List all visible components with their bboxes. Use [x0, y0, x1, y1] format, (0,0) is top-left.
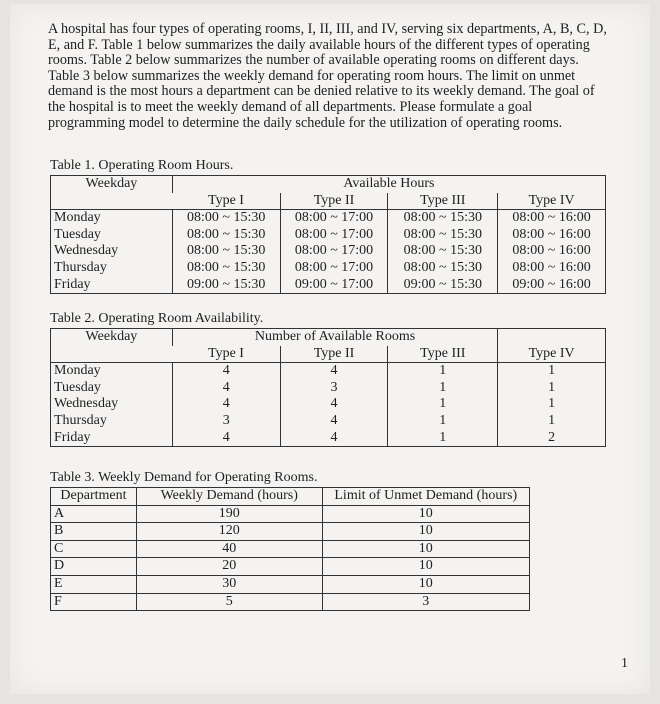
count-cell: 4 — [172, 430, 280, 447]
table-row — [51, 540, 530, 558]
table2-available-rooms-header: Number of Available Rooms — [172, 329, 497, 346]
limit-cell: 10 — [322, 540, 530, 558]
count-cell: 4 — [280, 396, 388, 413]
department-cell: E — [51, 575, 137, 593]
table3-header-row — [51, 488, 530, 506]
hours-cell: 09:00 ~ 17:00 — [280, 277, 388, 294]
table-row — [51, 380, 606, 397]
limit-cell: 10 — [322, 575, 530, 593]
demand-cell: 120 — [136, 523, 322, 541]
hours-cell: 09:00 ~ 15:30 — [388, 277, 498, 294]
department-cell: C — [51, 540, 137, 558]
table-row — [51, 523, 530, 541]
count-cell: 1 — [498, 396, 606, 413]
hours-cell: 08:00 ~ 15:30 — [172, 260, 280, 277]
weekday-cell: Wednesday — [54, 243, 119, 259]
weekday-cell: Monday — [54, 363, 101, 379]
count-cell: 4 — [280, 363, 388, 380]
count-cell: 1 — [498, 363, 606, 380]
weekday-cell: Friday — [54, 429, 91, 445]
count-cell: 1 — [498, 413, 606, 430]
weekly-demand-header: Weekly Demand (hours) — [136, 488, 322, 506]
table-row — [51, 277, 606, 294]
hours-cell: 08:00 ~ 16:00 — [498, 243, 606, 260]
unmet-limit-header: Limit of Unmet Demand (hours) — [322, 488, 530, 506]
demand-cell: 20 — [136, 558, 322, 576]
limit-cell: 10 — [322, 558, 530, 576]
table1-caption: Table 1. Operating Room Hours. — [50, 158, 234, 173]
hours-cell: 08:00 ~ 17:00 — [280, 227, 388, 244]
count-cell: 1 — [388, 396, 498, 413]
document-page — [10, 4, 650, 694]
operating-room-hours-table — [50, 175, 606, 294]
demand-cell: 190 — [136, 505, 322, 523]
table2-header-blank — [498, 329, 606, 346]
department-cell: D — [51, 558, 137, 576]
weekday-cell: Wednesday — [54, 396, 119, 412]
count-cell: 1 — [388, 363, 498, 380]
count-cell: 1 — [498, 380, 606, 397]
table2-type-header: Type IV — [498, 346, 606, 363]
hours-cell: 08:00 ~ 15:30 — [388, 227, 498, 244]
table2-type-header: Type II — [280, 346, 388, 363]
weekday-cell: Tuesday — [54, 379, 101, 395]
count-cell: 4 — [172, 396, 280, 413]
department-cell: B — [51, 523, 137, 541]
table-row — [51, 243, 606, 260]
hours-cell: 08:00 ~ 17:00 — [280, 243, 388, 260]
table1-weekday-header: Weekday — [51, 176, 173, 210]
table-row — [51, 260, 606, 277]
table-row — [51, 413, 606, 430]
department-cell: F — [54, 593, 62, 609]
table-row — [51, 396, 606, 413]
problem-statement: A hospital has four types of operating rooms, I, II, III, and IV, serving six departments, A, B, C, D, E, and F. Table 1 below summarizes the daily available hours of the different types of operating rooms. Table 2 below summarizes the number of available operating rooms on different days. Table 3 below summarizes the weekly demand for operating room hours. The limit on unmet demand is the most hours a department can be denied relative to its weekly demand. The goal of the hospital is to meet the weekly demand of all departments. Please formulate a goal programming model to determine the daily schedule for the utilization of operating rooms. — [48, 21, 607, 131]
demand-cell: 30 — [136, 575, 322, 593]
count-cell: 2 — [498, 430, 606, 447]
table3-caption: Table 3. Weekly Demand for Operating Rooms. — [50, 470, 318, 485]
weekday-cell: Thursday — [54, 412, 107, 428]
hours-cell: 08:00 ~ 15:30 — [172, 210, 280, 227]
hours-cell: 09:00 ~ 15:30 — [172, 277, 280, 294]
hours-cell: 08:00 ~ 16:00 — [498, 227, 606, 244]
count-cell: 4 — [172, 363, 280, 380]
count-cell: 1 — [388, 380, 498, 397]
limit-cell: 10 — [322, 505, 530, 523]
table-row — [51, 227, 606, 244]
table-row — [51, 505, 530, 523]
table-row — [51, 210, 606, 227]
table-row — [51, 558, 530, 576]
department-cell: A — [51, 505, 137, 523]
table-row — [51, 363, 606, 380]
hours-cell: 08:00 ~ 17:00 — [280, 210, 388, 227]
count-cell: 3 — [280, 380, 388, 397]
table-row — [51, 575, 530, 593]
hours-cell: 08:00 ~ 15:30 — [172, 227, 280, 244]
operating-room-availability-table — [50, 328, 606, 447]
table1-type-header: Type II — [280, 193, 388, 210]
page-number: 1 — [621, 656, 628, 671]
hours-cell: 08:00 ~ 15:30 — [388, 210, 498, 227]
table2-type-header: Type III — [388, 346, 498, 363]
hours-cell: 09:00 ~ 16:00 — [498, 277, 606, 294]
demand-cell: 40 — [136, 540, 322, 558]
weekday-cell: Thursday — [54, 259, 107, 275]
table2-weekday-header: Weekday — [51, 329, 173, 363]
table-row — [51, 593, 530, 611]
table1-type-header: Type III — [388, 193, 498, 210]
count-cell: 4 — [280, 430, 388, 447]
count-cell: 1 — [388, 413, 498, 430]
table2-type-header: Type I — [172, 346, 280, 363]
table1-header-row-1 — [51, 176, 606, 193]
limit-cell: 10 — [322, 523, 530, 541]
table2-caption: Table 2. Operating Room Availability. — [50, 311, 264, 326]
hours-cell: 08:00 ~ 15:30 — [172, 243, 280, 260]
table1-type-header: Type IV — [498, 193, 606, 210]
weekday-cell: Monday — [54, 210, 101, 226]
table2-header-row-1 — [51, 329, 606, 346]
weekly-demand-table — [50, 487, 530, 611]
count-cell: 4 — [172, 380, 280, 397]
hours-cell: 08:00 ~ 16:00 — [498, 260, 606, 277]
weekday-cell: Tuesday — [54, 226, 101, 242]
hours-cell: 08:00 ~ 15:30 — [388, 260, 498, 277]
table1-type-header: Type I — [172, 193, 280, 210]
weekday-cell: Friday — [54, 276, 91, 292]
demand-cell: 5 — [136, 593, 322, 611]
hours-cell: 08:00 ~ 17:00 — [280, 260, 388, 277]
department-header: Department — [51, 488, 137, 506]
count-cell: 3 — [172, 413, 280, 430]
count-cell: 4 — [280, 413, 388, 430]
table-row — [51, 430, 606, 447]
hours-cell: 08:00 ~ 15:30 — [388, 243, 498, 260]
hours-cell: 08:00 ~ 16:00 — [498, 210, 606, 227]
table1-available-hours-header: Available Hours — [172, 176, 605, 193]
count-cell: 1 — [388, 430, 498, 447]
limit-cell: 3 — [322, 593, 530, 611]
